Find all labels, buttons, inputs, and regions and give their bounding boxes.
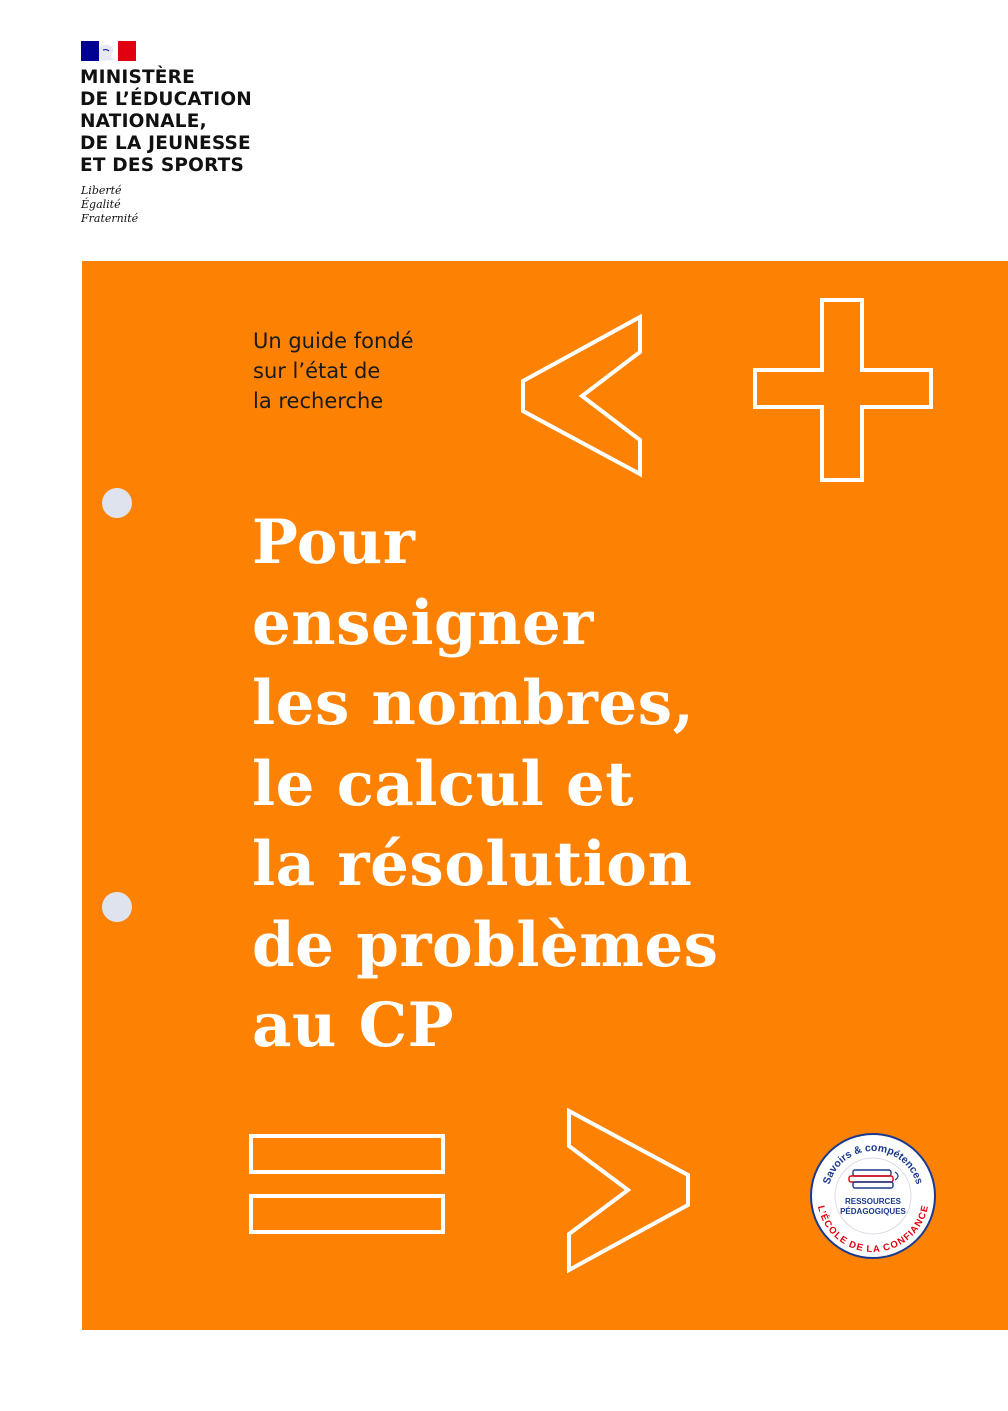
motto-line: Égalité xyxy=(81,198,121,211)
plus-icon xyxy=(752,297,934,483)
cover-title xyxy=(252,503,719,1067)
binder-dot xyxy=(102,488,132,518)
marianne-flag-icon xyxy=(81,41,136,61)
motto-line: Fraternité xyxy=(81,212,139,225)
binder-dot xyxy=(102,892,132,922)
title-line: la résolution xyxy=(252,829,693,900)
republic-motto xyxy=(81,184,138,226)
badge-top-text: Savoirs & compétences xyxy=(820,1141,926,1186)
equals-icon xyxy=(248,1133,446,1235)
subtitle-line: sur l’état de xyxy=(253,359,381,383)
greater-than-icon xyxy=(566,1108,692,1274)
less-than-icon xyxy=(520,314,644,478)
ministry-line: DE L’ÉDUCATION xyxy=(80,89,252,110)
badge-bottom-text: L’ÉCOLE DE LA CONFIANCE xyxy=(814,1204,932,1256)
ministry-line: NATIONALE, xyxy=(80,111,207,132)
ministry-line: MINISTÈRE xyxy=(80,67,195,88)
badge-center-line1: RESSOURCES xyxy=(844,1197,902,1206)
subtitle-line: Un guide fondé xyxy=(253,329,414,353)
subtitle-line: la recherche xyxy=(253,389,384,413)
title-line: au CP xyxy=(252,990,455,1061)
cover-subtitle xyxy=(253,326,414,416)
ministry-line: ET DES SPORTS xyxy=(80,155,245,176)
ministry-line: DE LA JEUNESSE xyxy=(80,133,251,154)
title-line: de problèmes xyxy=(252,909,719,981)
ministry-name xyxy=(80,67,252,177)
motto-line: Liberté xyxy=(81,184,122,197)
title-line: enseigner xyxy=(252,587,594,659)
title-line: Pour xyxy=(252,507,416,578)
title-line: le calcul et xyxy=(252,748,634,820)
badge-center-line2: PÉDAGOGIQUES xyxy=(840,1207,906,1216)
title-line: les nombres, xyxy=(252,668,695,739)
ressources-pedagogiques-badge xyxy=(809,1132,937,1260)
